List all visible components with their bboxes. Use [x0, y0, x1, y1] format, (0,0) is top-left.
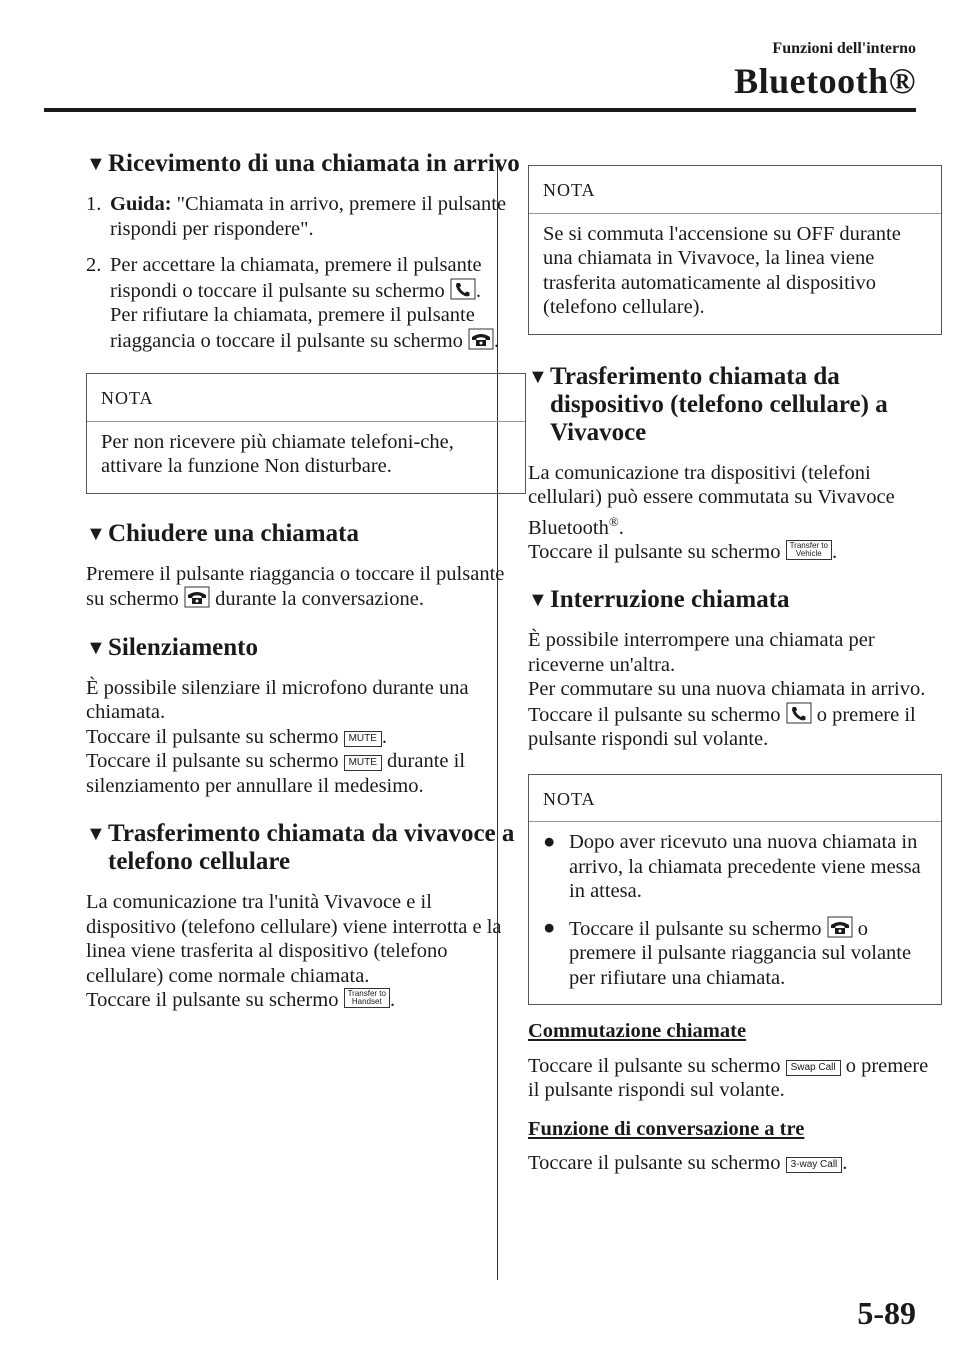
paragraph-swap-call: Toccare il pulsante su schermo Swap Call o premere il pulsante rispondi sul volante.: [528, 1054, 929, 1102]
note-text: Se si commuta l'accensione su OFF durante una chiamata in Vivavoce, la linea viene trasferita automaticamente al dispositivo (telefono cellulare).: [543, 222, 901, 318]
paragraph-end-call: Premere il pulsante riaggancia o toccare il pulsante su schermo durante la conversazione.: [86, 562, 505, 610]
note-heading: NOTA: [529, 166, 941, 214]
triangle-icon: ▼: [528, 365, 548, 388]
transfer-to-handset-button-label: Transfer to Handset: [344, 988, 390, 1008]
paragraph-mute: È possibile silenziare il microfono durante una chiamata. Toccare il pulsante su schermo MUTE . Toccare il pulsante su schermo MUTE durante il silenziamento per annullare il medesimo.: [86, 676, 469, 797]
mute-button-label: MUTE: [344, 755, 382, 771]
running-header-title: Bluetooth®: [734, 61, 916, 101]
running-header-section: Funzioni dell'interno: [772, 40, 916, 57]
bullet-icon: ●: [543, 831, 556, 854]
hangup-phone-icon: [184, 586, 210, 608]
left-column: [86, 150, 526, 1013]
three-way-call-button-label: 3-way Call: [786, 1157, 843, 1173]
answer-phone-icon: [450, 278, 476, 300]
bullet-icon: ●: [543, 916, 556, 939]
triangle-icon: ▼: [86, 636, 106, 659]
note-box-call-waiting: [528, 774, 942, 1006]
subheading-three-way-call: Funzione di conversazione a tre: [528, 1117, 805, 1140]
answer-phone-icon: [786, 702, 812, 724]
header-rule: [44, 108, 916, 112]
section-heading-mute: ▼ Silenziamento: [86, 633, 258, 661]
note-bullet: ● Dopo aver ricevuto una nuova chiamata in arrivo, la chiamata precedente viene messa in attesa.: [543, 831, 921, 903]
triangle-icon: ▼: [528, 589, 548, 612]
mute-button-label: MUTE: [344, 731, 382, 747]
subheading-swap-call: Commutazione chiamate: [528, 1020, 747, 1043]
note-heading: NOTA: [529, 775, 941, 823]
step-2: 2. Per accettare la chiamata, premere il pulsante rispondi o toccare il pulsante su schermo . Per rifiutare la chiamata, premere il pulsante riaggancia o toccare il pulsante su schermo .: [86, 254, 500, 352]
note-box-do-not-disturb: [86, 373, 526, 494]
note-bullet: ● Toccare il pulsante su schermo o premere il pulsante riaggancia sul volante per rifiutare una chiamata.: [543, 916, 912, 989]
section-heading-transfer-to-handset: ▼ Trasferimento chiamata da vivavoce a telefono cellulare: [86, 820, 515, 875]
paragraph-transfer-to-handsfree: La comunicazione tra dispositivi (telefoni cellulari) può essere commutata su Vivavoce Bluetooth®. Toccare il pulsante su schermo Transfer to Vehicle .: [528, 461, 895, 563]
triangle-icon: ▼: [86, 522, 106, 545]
paragraph-transfer-to-handset: La comunicazione tra l'unità Vivavoce e il dispositivo (telefono cellulare) viene interrotta e la linea viene trasferita al dispositivo (telefono cellulare) come normale chiamata. Toccare il pulsante su schermo Transfer to Handset .: [86, 891, 502, 1011]
step-1: 1. Guida: "Chiamata in arrivo, premere il pulsante rispondi per rispondere".: [86, 193, 507, 240]
section-heading-call-interrupt: ▼ Interruzione chiamata: [528, 586, 790, 614]
note-box-ignition-off: [528, 165, 942, 335]
hangup-phone-icon: [827, 916, 853, 938]
paragraph-call-interrupt: È possibile interrompere una chiamata per riceverne un'altra. Per commutare su una nuova chiamata in arrivo. Toccare il pulsante su schermo o premere il pulsante rispondi sul volante.: [528, 629, 926, 751]
right-column: [528, 165, 942, 1176]
section-heading-receive-call: ▼ Ricevimento di una chiamata in arrivo: [86, 150, 520, 177]
swap-call-button-label: Swap Call: [786, 1060, 841, 1076]
section-heading-end-call: ▼ Chiudere una chiamata: [86, 519, 359, 547]
hangup-phone-icon: [468, 328, 494, 350]
note-heading: NOTA: [87, 374, 525, 422]
transfer-to-vehicle-button-label: Transfer to Vehicle: [786, 540, 832, 560]
section-heading-transfer-to-handsfree: ▼ Trasferimento chiamata da dispositivo (telefono cellulare) a Vivavoce: [528, 362, 888, 446]
note-text: Per non ricevere più chiamate telefoni-che, attivare la funzione Non disturbare.: [101, 430, 454, 477]
triangle-icon: ▼: [86, 823, 106, 845]
page-number: 5-89: [857, 1295, 916, 1331]
triangle-icon: ▼: [86, 153, 106, 175]
paragraph-three-way-call: Toccare il pulsante su schermo 3-way Call .: [528, 1152, 848, 1175]
